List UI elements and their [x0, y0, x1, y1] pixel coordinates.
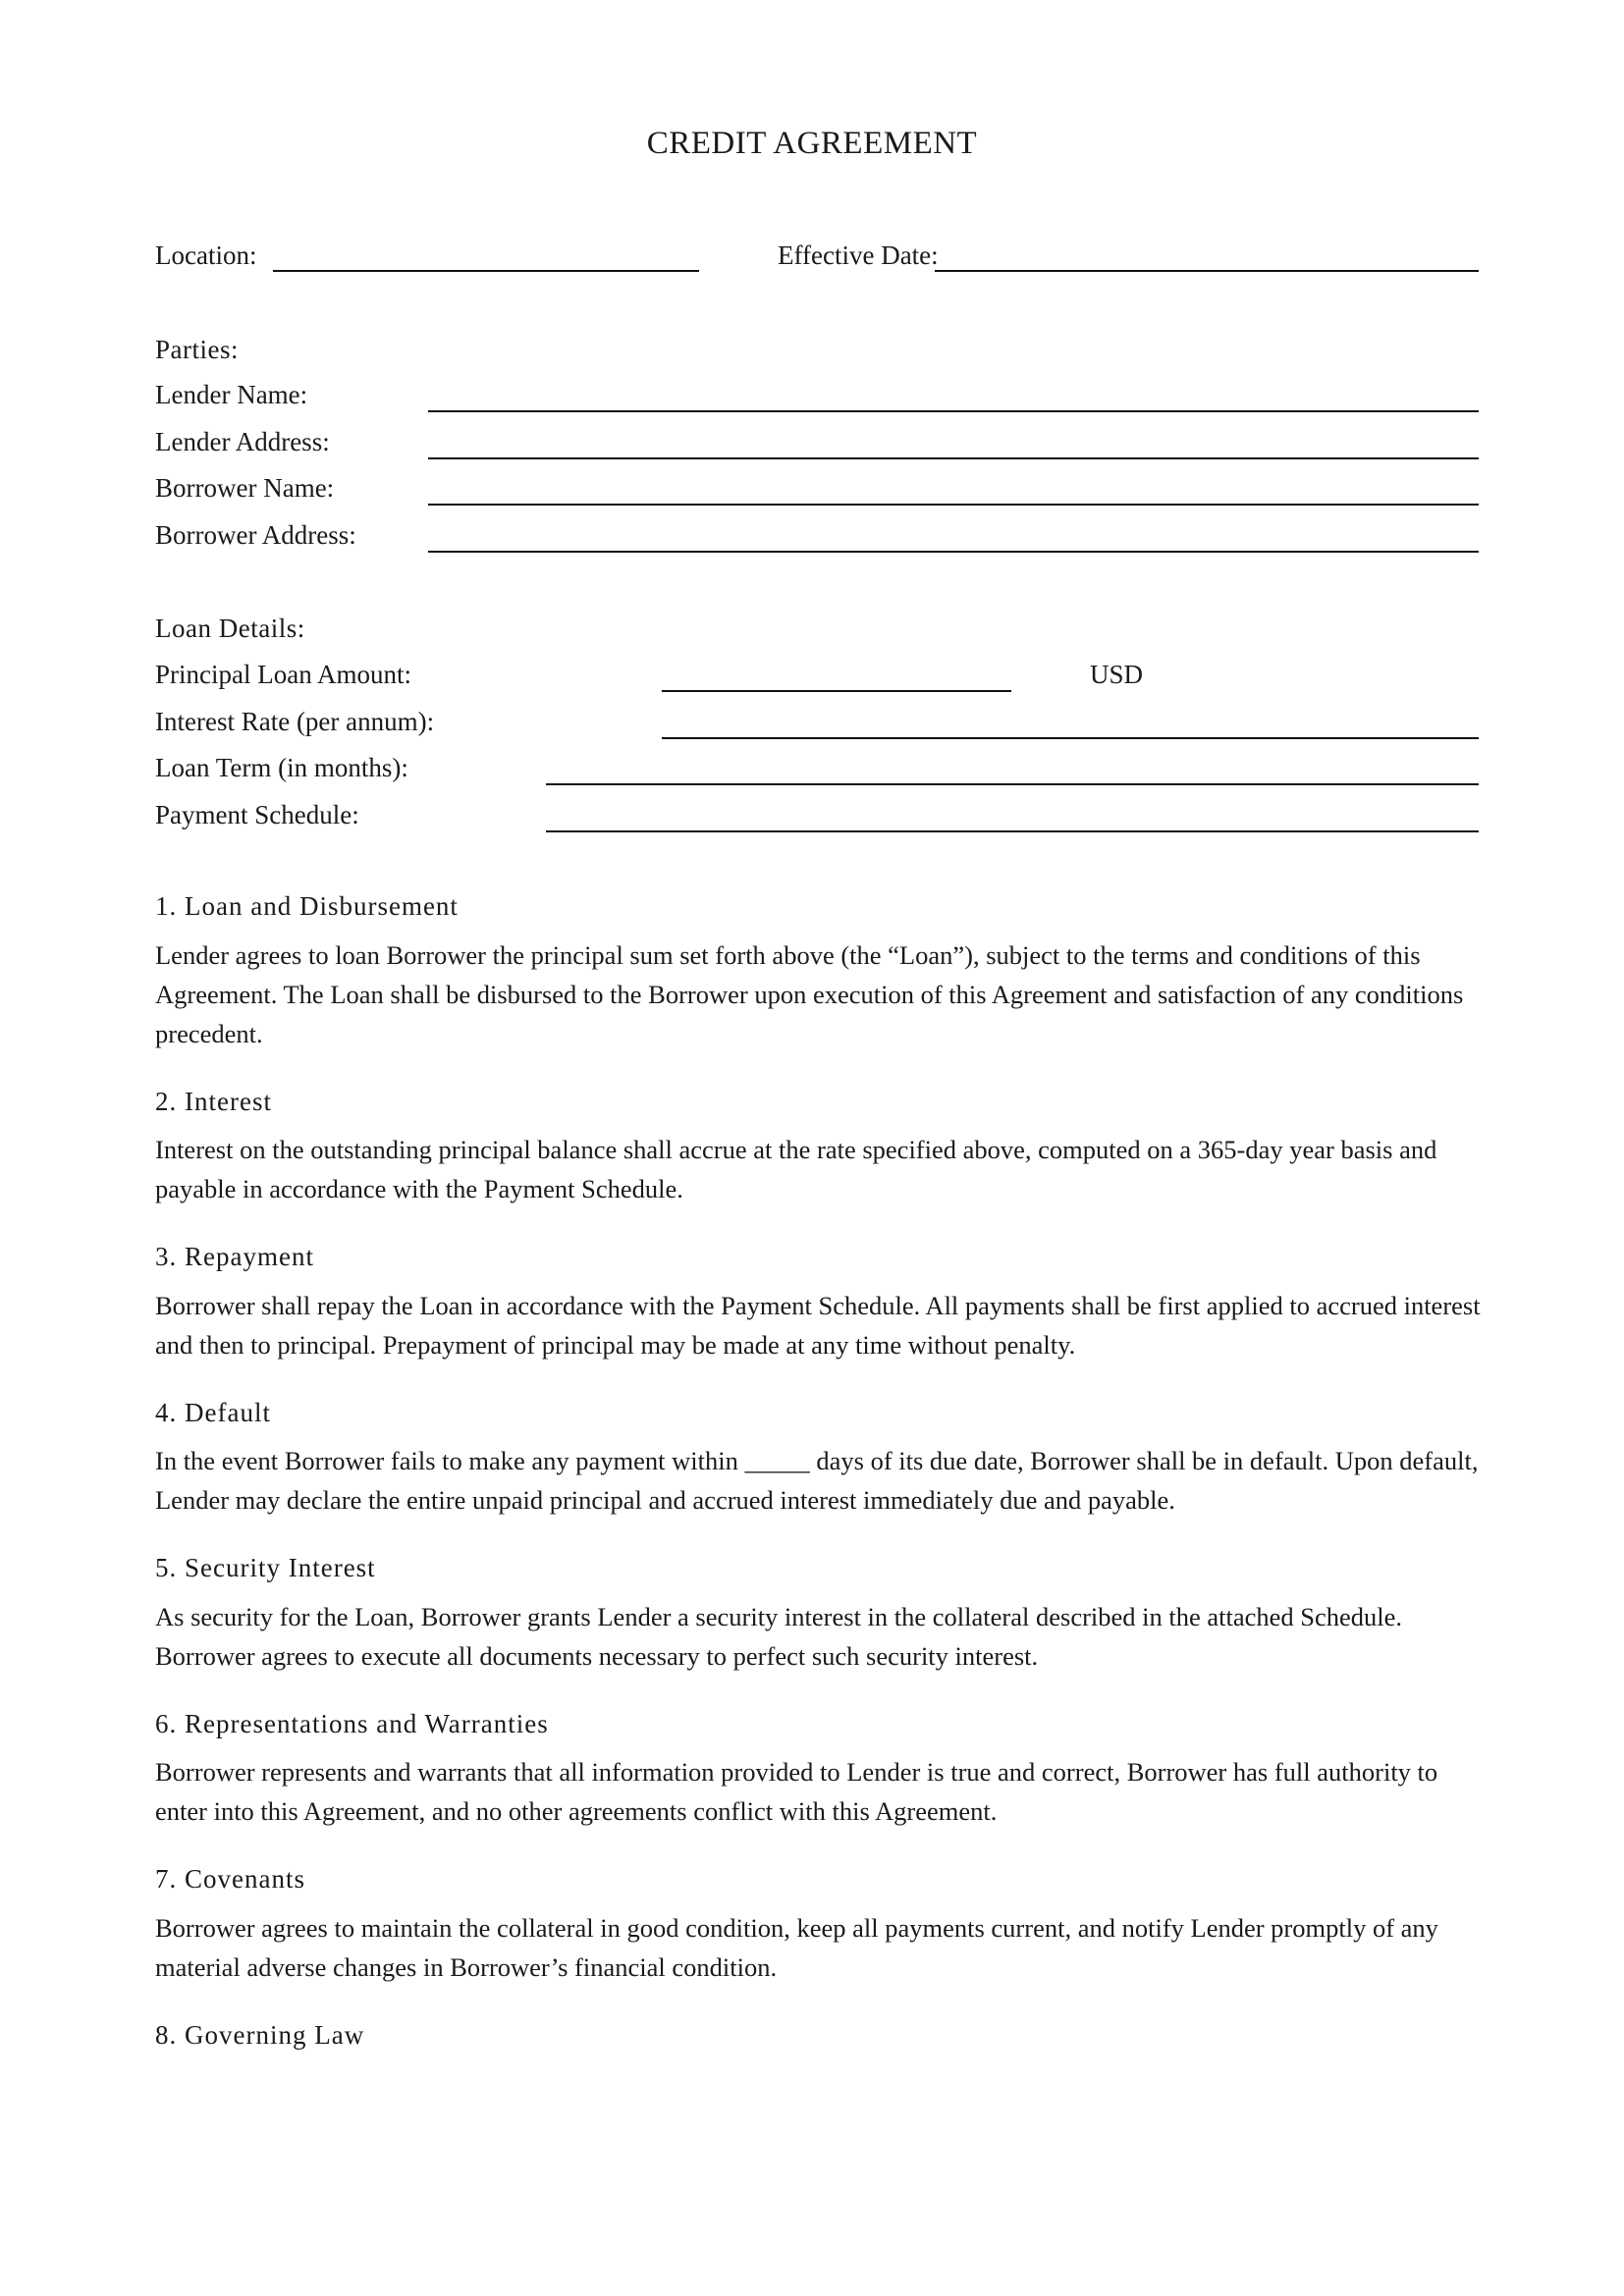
section-7-body: Borrower agrees to maintain the collateral in good condition, keep all payments current, and notify Lender promptly of any material adverse changes in Borrower’s financial condition.	[155, 1913, 1438, 1982]
borrower-address-field[interactable]	[428, 551, 1479, 553]
section-2-body: Interest on the outstanding principal balance shall accrue at the rate specified above, computed on a 365-day year basis and payable in accordance with the Payment Schedule.	[155, 1135, 1437, 1203]
section-7-heading: 7. Covenants	[155, 1864, 305, 1894]
loan-term-field[interactable]	[546, 783, 1479, 785]
effective-date-label: Effective Date:	[778, 240, 939, 270]
currency-label: USD	[1090, 660, 1144, 689]
document-title: CREDIT AGREEMENT	[646, 126, 978, 161]
interest-rate-field[interactable]	[662, 737, 1479, 739]
section-3-body: Borrower shall repay the Loan in accordance with the Payment Schedule. All payments shall be first applied to accrued interest and then to principal. Prepayment of principal may be made at any time without penalty.	[155, 1291, 1481, 1360]
loan-term-label: Loan Term (in months):	[155, 753, 408, 782]
lender-name-field[interactable]	[428, 410, 1479, 412]
section-8-heading: 8. Governing Law	[155, 2020, 365, 2050]
section-2-heading: 2. Interest	[155, 1087, 272, 1116]
location-label: Location:	[155, 240, 257, 270]
borrower-name-field[interactable]	[428, 504, 1479, 506]
section-6-body: Borrower represents and warrants that all information provided to Lender is true and correct, Borrower has full authority to enter into this Agreement, and no other agreements conflict with this Agreement.	[155, 1757, 1438, 1826]
section-6-heading: 6. Representations and Warranties	[155, 1709, 549, 1738]
interest-rate-label: Interest Rate (per annum):	[155, 707, 435, 736]
lender-address-label: Lender Address:	[155, 427, 330, 456]
section-5-heading: 5. Security Interest	[155, 1553, 376, 1582]
loan-details-heading: Loan Details:	[155, 614, 305, 643]
payment-schedule-label: Payment Schedule:	[155, 800, 359, 829]
borrower-name-label: Borrower Name:	[155, 473, 335, 503]
section-5-body: As security for the Loan, Borrower grants Lender a security interest in the collateral described in the attached Schedule. Borrower agrees to execute all documents necessary to perfect such security interest.	[155, 1602, 1403, 1671]
lender-name-label: Lender Name:	[155, 380, 308, 409]
lender-address-field[interactable]	[428, 457, 1479, 459]
parties-heading: Parties:	[155, 335, 239, 364]
section-1-body: Lender agrees to loan Borrower the principal sum set forth above (the “Loan”), subject to the terms and conditions of this Agreement. The Loan shall be disbursed to the Borrower upon execution of this Agreement and satisfaction of any conditions precedent.	[155, 940, 1464, 1048]
borrower-address-label: Borrower Address:	[155, 520, 356, 550]
principal-loan-amount-field[interactable]	[662, 690, 1011, 692]
section-4-heading: 4. Default	[155, 1398, 271, 1427]
location-field[interactable]	[273, 270, 699, 272]
payment-schedule-field[interactable]	[546, 830, 1479, 832]
principal-loan-amount-label: Principal Loan Amount:	[155, 660, 411, 689]
section-1-heading: 1. Loan and Disbursement	[155, 891, 459, 921]
effective-date-field[interactable]	[935, 270, 1479, 272]
section-3-heading: 3. Repayment	[155, 1242, 314, 1271]
section-4-body: In the event Borrower fails to make any payment within _____ days of its due date, Borrower shall be in default. Upon default, Lender may declare the entire unpaid principal and accrued interest immediately due and payable.	[155, 1446, 1479, 1515]
